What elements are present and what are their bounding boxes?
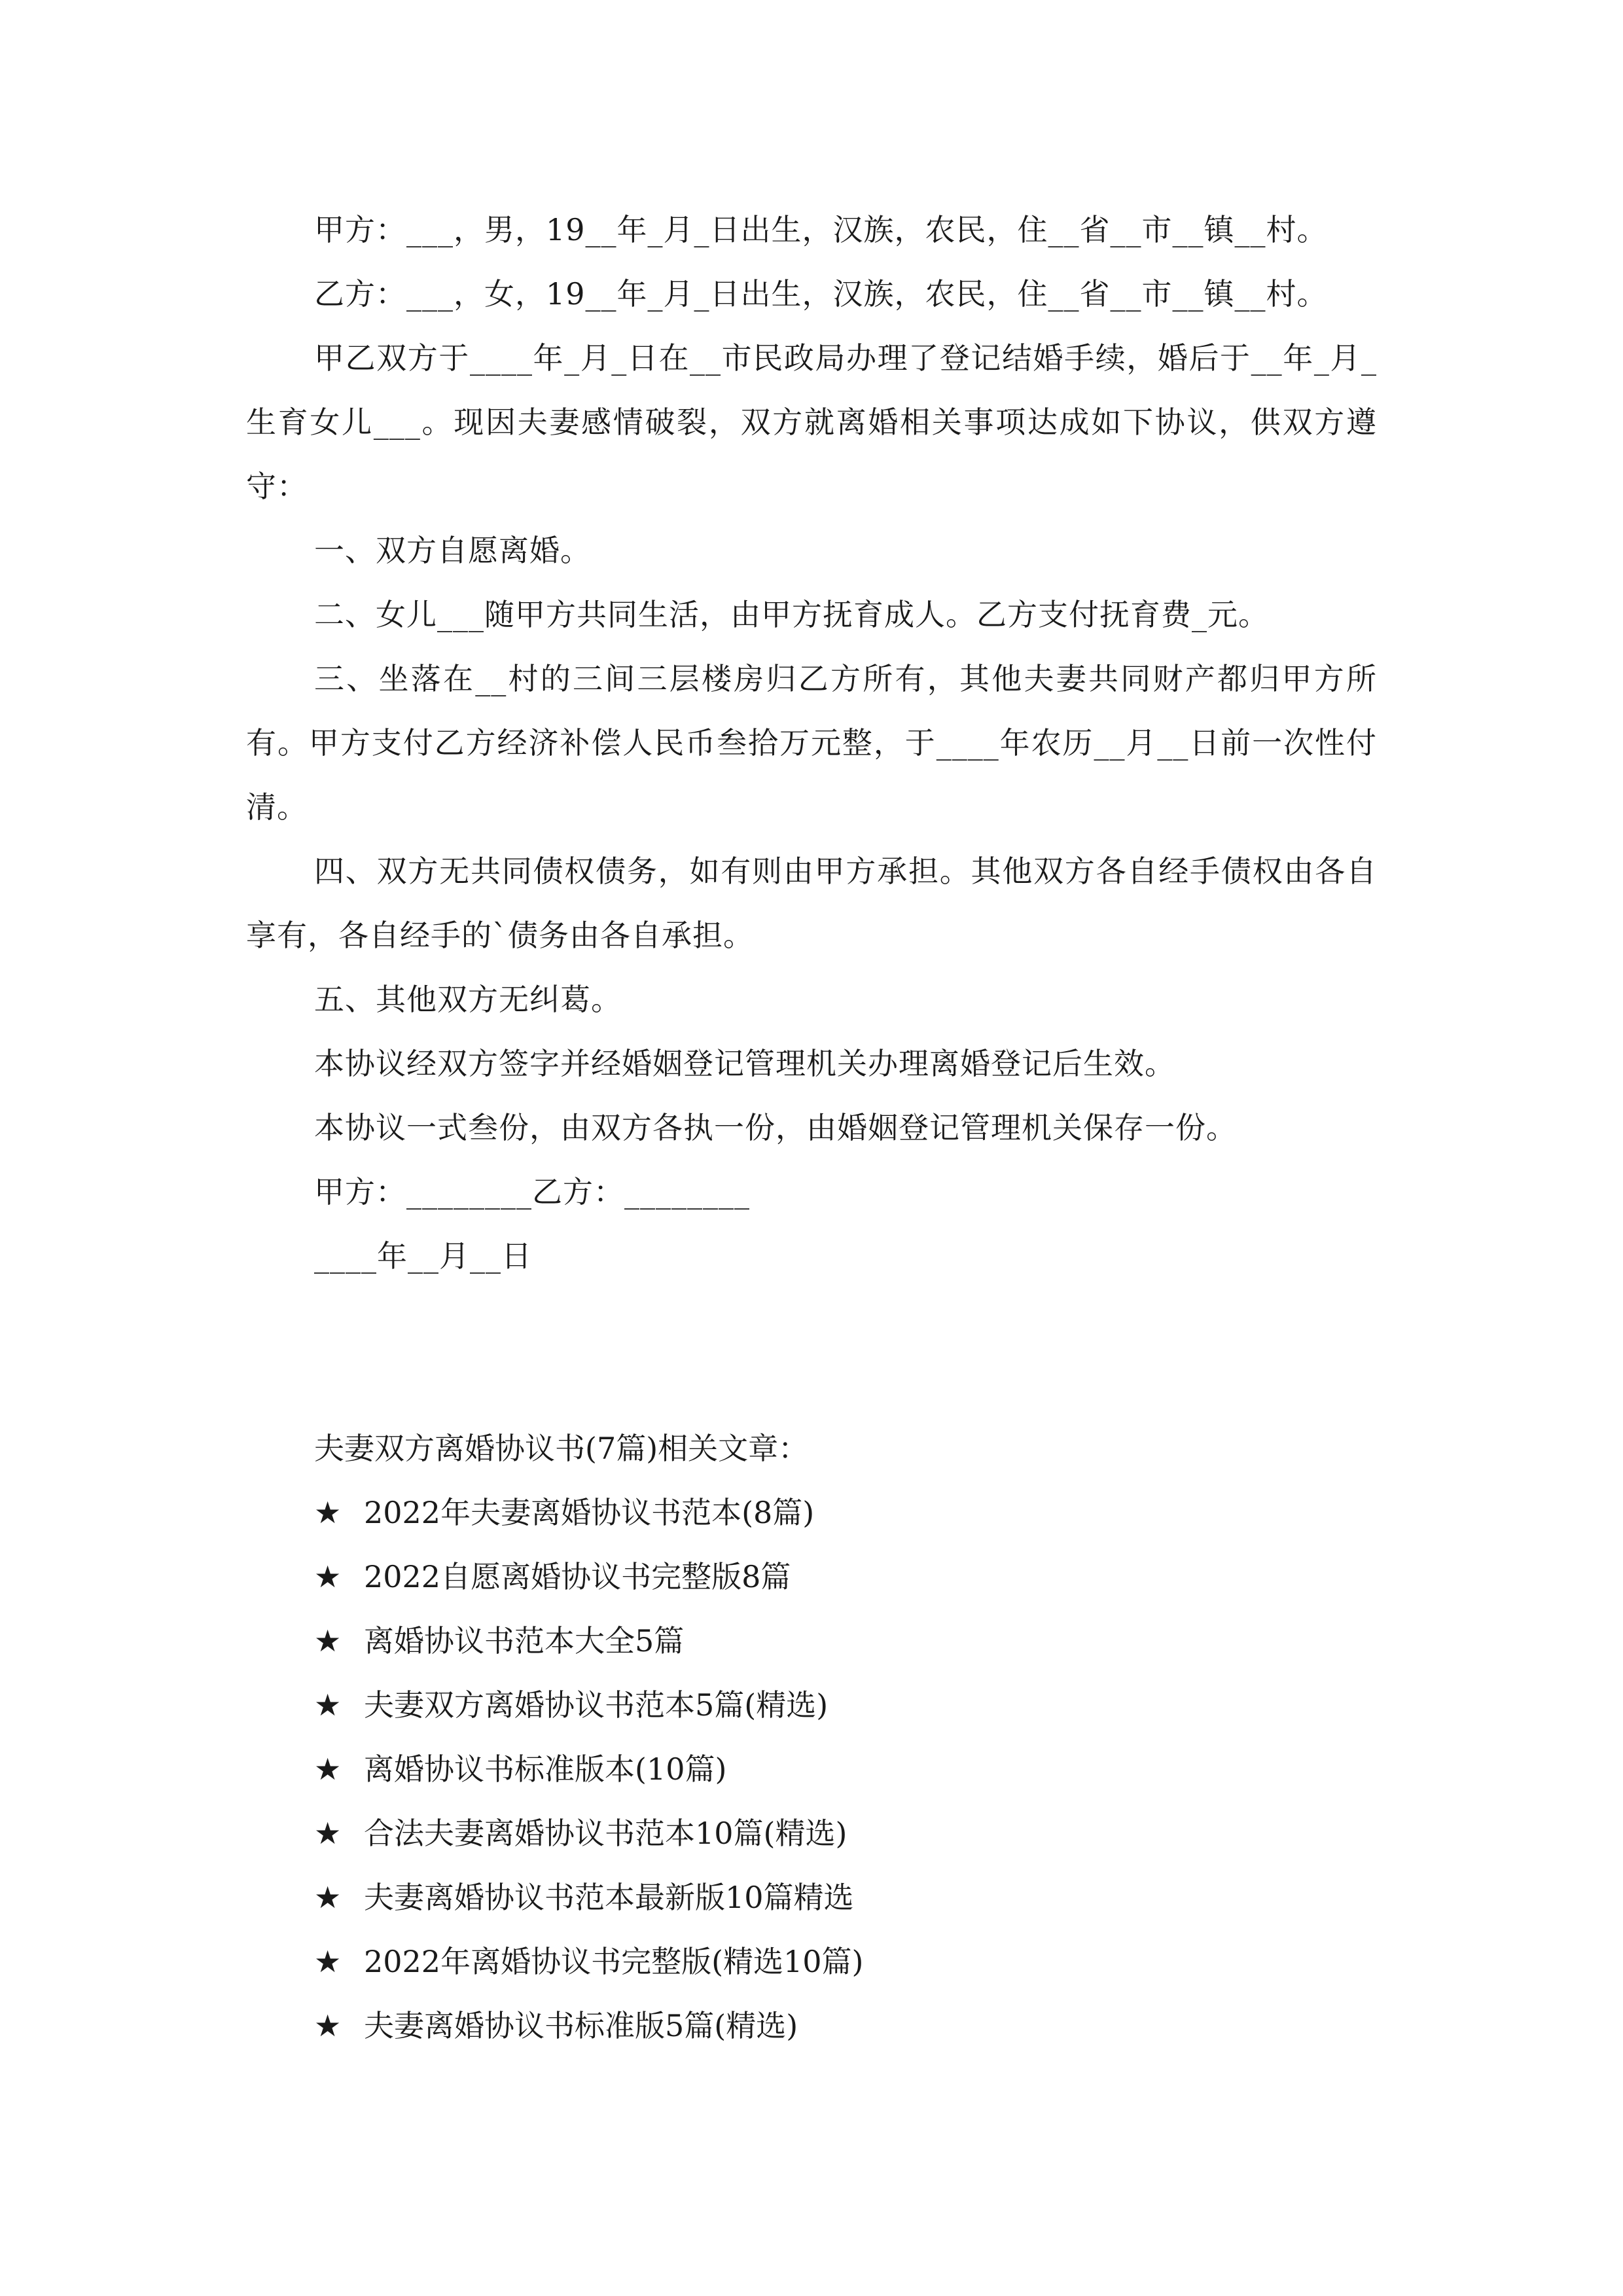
copies-clause: 本协议一式叁份，由双方各执一份，由婚姻登记管理机关保存一份。 [314,1110,1237,1145]
related-article-title: 离婚协议书标准版本(10篇) [364,1751,727,1787]
related-article-title: 离婚协议书范本大全5篇 [364,1623,685,1659]
related-article-title: 夫妻离婚协议书范本最新版10篇精选 [364,1880,854,1915]
star-icon: ★ [314,2008,342,2043]
date-line: ____年__月__日 [314,1238,532,1274]
star-icon: ★ [314,1751,342,1787]
clause-2: 二、女儿___随甲方共同生活，由甲方抚育成人。乙方支付抚育费_元。 [314,597,1269,632]
related-article-link[interactable] [246,1929,1377,1994]
party-a-line: 甲方：___，男，19__年_月_日出生，汉族，农民，住__省__市__镇__村。 [314,212,1328,247]
related-article-title: 2022年夫妻离婚协议书范本(8篇) [364,1495,815,1530]
related-article-link[interactable] [246,1545,1377,1609]
clause-3: 三、坐落在__村的三间三层楼房归乙方所有，其他夫妻共同财产都归甲方所有。甲方支付乙方经济补偿人民币叁拾万元整，于____年农历__月__日前一次性付清。 [246,661,1377,825]
related-article-title: 合法夫妻离婚协议书范本10篇(精选) [364,1816,847,1851]
star-icon: ★ [314,1944,342,1979]
marriage-statement: 甲乙双方于____年_月_日在__市民政局办理了登记结婚手续，婚后于__年_月_生育女儿___。现因夫妻感情破裂，双方就离婚相关事项达成如下协议，供双方遵守： [246,340,1377,504]
related-article-title: 夫妻双方离婚协议书范本5篇(精选) [364,1687,829,1723]
related-article-link[interactable] [246,1737,1377,1801]
related-article-link[interactable] [246,1994,1377,2058]
related-article-title: 2022自愿离婚协议书完整版8篇 [364,1559,791,1594]
star-icon: ★ [314,1880,342,1915]
star-icon: ★ [314,1559,342,1594]
clause-5: 五、其他双方无纠葛。 [314,982,622,1017]
related-article-title: 夫妻离婚协议书标准版5篇(精选) [364,2008,798,2043]
clause-4: 四、双方无共同债权债务，如有则由甲方承担。其他双方各自经手债权由各自享有，各自经手的`债务由各自承担。 [246,853,1377,953]
section-spacer [246,1288,1377,1416]
related-article-link[interactable] [246,1609,1377,1673]
signature-line: 甲方：________乙方：________ [314,1174,750,1210]
document-body [246,198,1377,2058]
effectiveness-clause: 本协议经双方签字并经婚姻登记管理机关办理离婚登记后生效。 [314,1046,1175,1081]
related-article-link[interactable] [246,1480,1377,1545]
related-article-link[interactable] [246,1801,1377,1865]
clause-1: 一、双方自愿离婚。 [314,533,591,568]
related-article-title: 2022年离婚协议书完整版(精选10篇) [364,1944,864,1979]
party-b-line: 乙方：___，女，19__年_月_日出生，汉族，农民，住__省__市__镇__村。 [314,276,1328,312]
related-article-link[interactable] [246,1673,1377,1737]
related-articles-list [246,1480,1377,2058]
star-icon: ★ [314,1816,342,1851]
related-articles-title: 夫妻双方离婚协议书(7篇)相关文章： [314,1431,809,1466]
related-article-link[interactable] [246,1865,1377,1929]
star-icon: ★ [314,1495,342,1530]
star-icon: ★ [314,1623,342,1659]
star-icon: ★ [314,1687,342,1723]
